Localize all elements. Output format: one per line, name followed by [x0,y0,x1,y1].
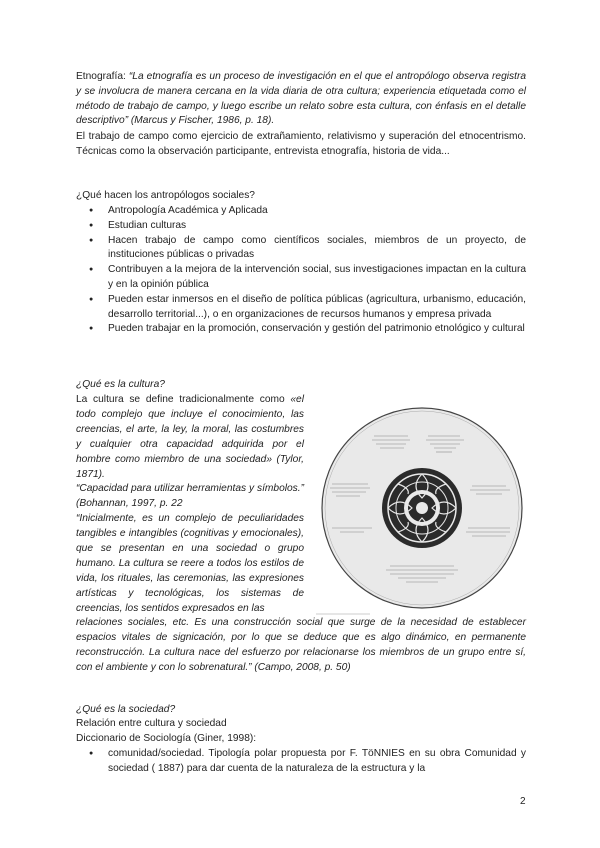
que-hacen-list [76,204,526,337]
sociedad-subheading: Relación entre cultura y sociedad [76,718,227,729]
list-item: ● Antropología Académica y Aplicada [76,204,526,219]
cultura-definitions [76,393,304,617]
campo-quote-end: relaciones sociales, etc. Es una construcción social que surge de la necesidad de establecer espacios vitales de signicación, por lo que se deduce que es algo dinámico, en permanente reconstrucción. La cultura nace del esfuerzo por relacionarse los miembros de un grupo entre sí, con el ambiente y con lo sobrenatural.” (Campo, 2008, p. 50) [76,617,526,673]
tylor-quote: «el todo complejo que incluye el conocimiento, las creencias, el arte, la ley, la moral, las costumbres y cualquier otra capacidad adquirida por el hombre como miembro de una sociedad» (Tylor, 1871). [76,394,304,480]
cultura-heading: ¿Qué es la cultura? [76,379,165,390]
trabajo-campo-paragraph: El trabajo de campo como ejercicio de extrañamiento, relativismo y superación del etnocentrismo. Técnicas como la observación participante, entrevista etnografía, historia de vida... [76,131,526,157]
page-number: 2 [520,796,526,807]
list-item: ● comunidad/sociedad. Tipología polar propuesta por F. TöNNIES en su obra Comunidad y sociedad ( 1887) para dar cuenta de la naturaleza de la estructura y la [76,747,526,777]
campo-quote-start: “Inicialmente, es un complejo de peculiaridades tangibles e intangibles (cognitivas y emocionales), que se presentan en una sociedad o grupo humano. La cultura se reere a todos los estilos de vida, los rituales, las ceremonias, las expresiones artísticas y tecnológicas, los sistemas de creencias, los sentidos expresados en las [76,513,304,614]
etnografia-label: Etnografía: [76,71,129,82]
culture-diagram-image [310,396,535,618]
sociedad-source: Diccionario de Sociología (Giner, 1998): [76,733,257,744]
etnografia-paragraph [76,70,526,129]
que-hacen-heading: ¿Qué hacen los antropólogos sociales? [76,190,255,201]
list-item: ● Pueden estar inmersos en el diseño de política públicas (agricultura, urbanismo, educación, desarrollo territorial...), o en organizaciones de recursos humanos y empresa privada [76,293,526,323]
sociedad-list [76,747,526,777]
list-item: ● Hacen trabajo de campo como científicos sociales, miembros de un proyecto, de instituciones públicas o privadas [76,234,526,264]
list-item: ● Contribuyen a la mejora de la intervención social, sus investigaciones impactan en la cultura y en la opinión pública [76,263,526,293]
bohannan-quote: “Capacidad para utilizar herramientas y símbolos.” (Bohannan, 1997, p. 22 [76,483,304,510]
cultura-intro: La cultura se define tradicionalmente como [76,394,291,405]
list-item: ● Estudian culturas [76,219,526,234]
list-item: ● Pueden trabajar en la promoción, conservación y gestión del patrimonio etnológico y cultural [76,322,526,337]
etnografia-quote: “La etnografía es un proceso de investigación en el que el antropólogo observa registra y se involucra de manera cercana en la vida diaria de otra cultura; experiencia etiquetada como el método de trabajo de campo, y luego escribe un relato sobre esta cultura, con énfasis en el detalle descriptivo” (Marcus y Fischer, 1986, p. 18). [76,71,526,127]
sociedad-heading: ¿Qué es la sociedad? [76,704,176,715]
